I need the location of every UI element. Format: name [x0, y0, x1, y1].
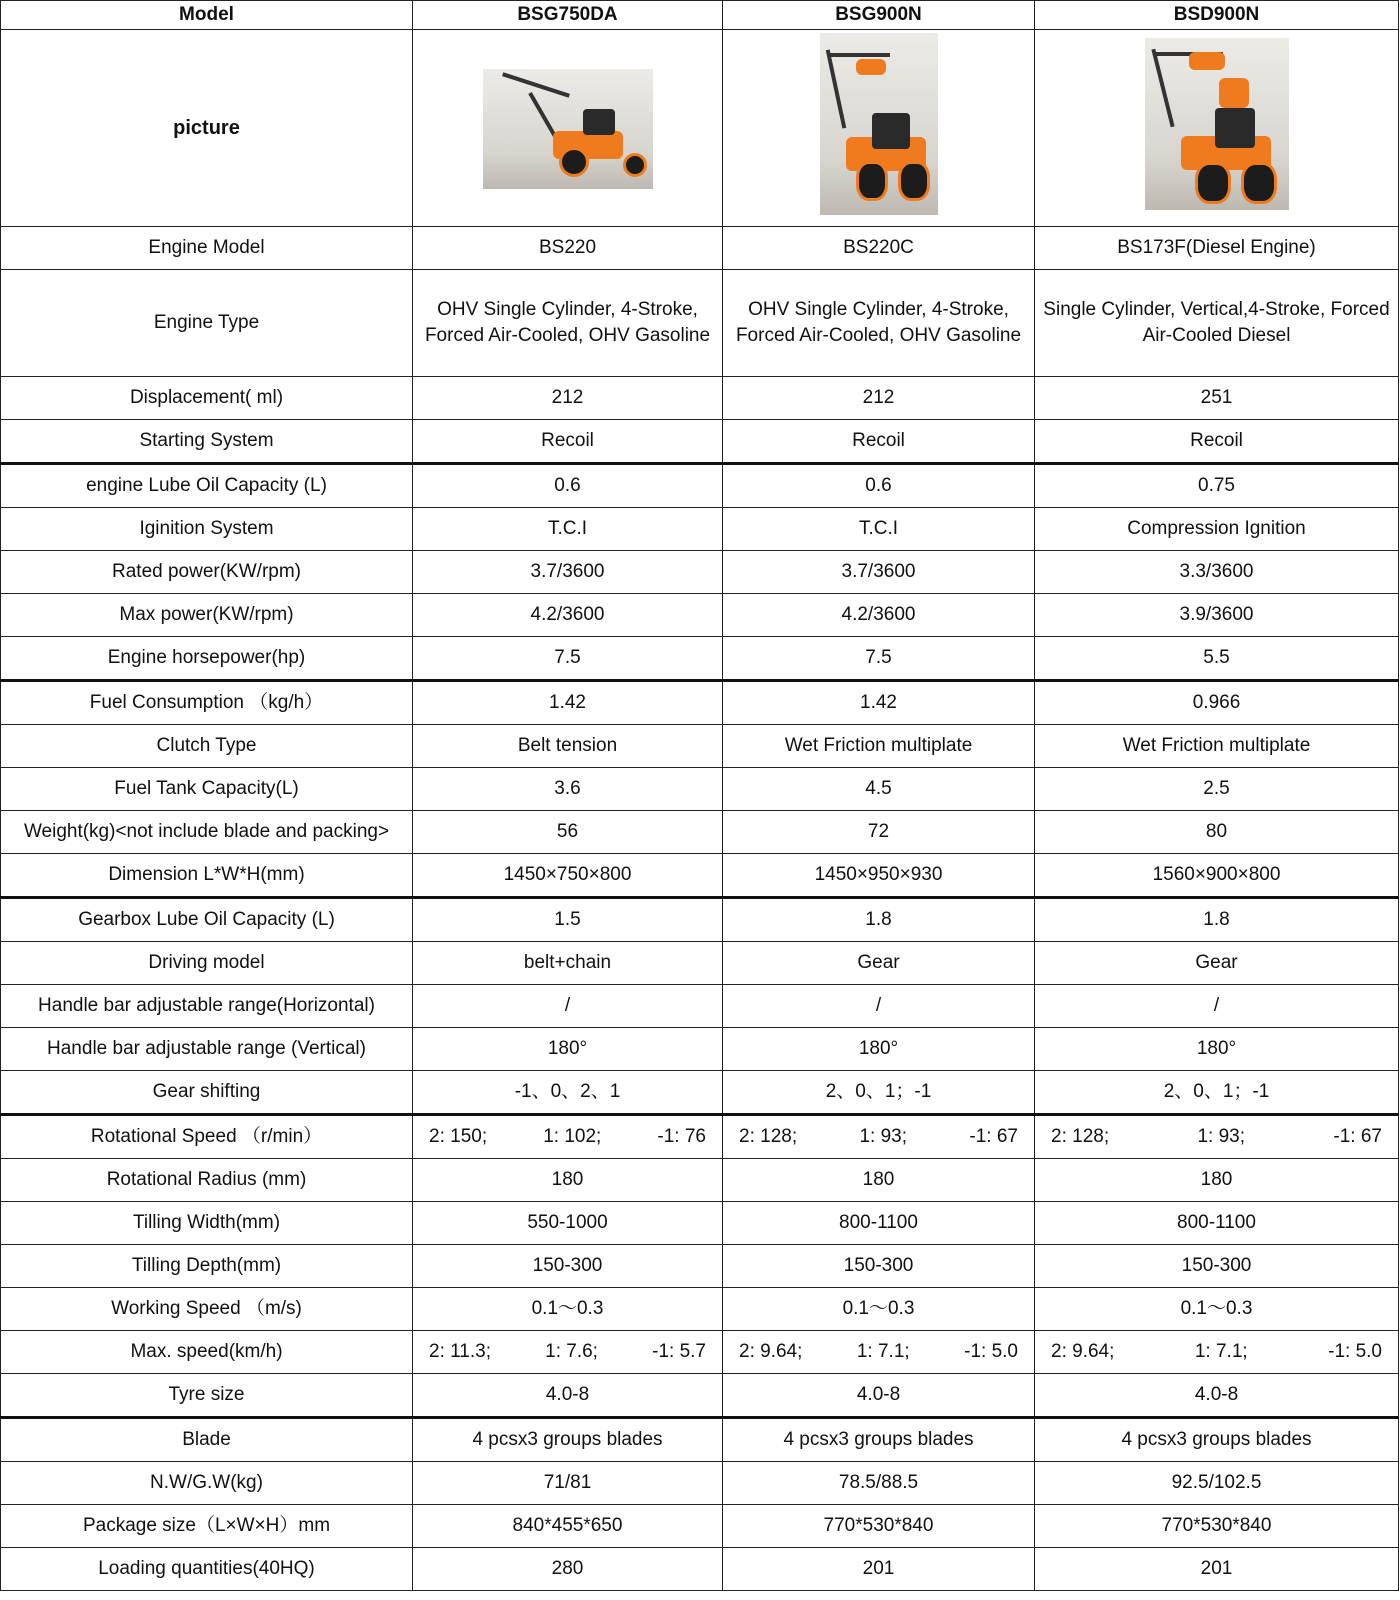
spec-label: Rotational Speed （r/min） [1, 1115, 413, 1159]
split-values [1039, 1124, 1394, 1150]
spec-value [413, 1115, 723, 1159]
spec-value: OHV Single Cylinder, 4-Stroke, Forced Air-Cooled, OHV Gasoline [723, 270, 1035, 377]
spec-label: Dimension L*W*H(mm) [1, 854, 413, 898]
spec-value: / [1035, 985, 1399, 1028]
spec-value: 840*455*650 [413, 1505, 723, 1548]
spec-subvalue: 2: 150; [429, 1126, 488, 1147]
spec-row [1, 637, 1399, 681]
spec-label: Weight(kg)<not include blade and packing> [1, 811, 413, 854]
spec-value: 0.966 [1035, 681, 1399, 725]
spec-label: engine Lube Oil Capacity (L) [1, 464, 413, 508]
tiller-photo [1145, 38, 1289, 210]
spec-value: 3.7/3600 [413, 551, 723, 594]
spec-value: 180 [1035, 1159, 1399, 1202]
spec-value: Gear [1035, 942, 1399, 985]
spec-row [1, 1331, 1399, 1374]
spec-label: Gear shifting [1, 1071, 413, 1115]
spec-label: Handle bar adjustable range(Horizontal) [1, 985, 413, 1028]
spec-value: 1.8 [1035, 898, 1399, 942]
model-name: BSD900N [1035, 1, 1399, 30]
picture-row [1, 30, 1399, 227]
spec-value: 3.3/3600 [1035, 551, 1399, 594]
spec-label: Fuel Tank Capacity(L) [1, 768, 413, 811]
spec-label: Engine Model [1, 227, 413, 270]
spec-label: Loading quantities(40HQ) [1, 1548, 413, 1591]
spec-value: 4.5 [723, 768, 1035, 811]
spec-value: 4.2/3600 [413, 594, 723, 637]
spec-value: Belt tension [413, 725, 723, 768]
spec-value: 0.6 [723, 464, 1035, 508]
spec-value [723, 1115, 1035, 1159]
spec-value: 0.1～0.3 [413, 1288, 723, 1331]
split-values [417, 1124, 718, 1150]
spec-value: 4 pcsx3 groups blades [413, 1418, 723, 1462]
spec-value: 180° [413, 1028, 723, 1071]
spec-value: 80 [1035, 811, 1399, 854]
spec-value: 180 [723, 1159, 1035, 1202]
spec-label: Rated power(KW/rpm) [1, 551, 413, 594]
spec-value: Recoil [413, 420, 723, 464]
spec-row [1, 985, 1399, 1028]
spec-label: Fuel Consumption （kg/h） [1, 681, 413, 725]
spec-row [1, 942, 1399, 985]
spec-value: Compression Ignition [1035, 508, 1399, 551]
spec-subvalue: 1: 93; [859, 1126, 908, 1147]
spec-value: -1、0、2、1 [413, 1071, 723, 1115]
spec-value: 4 pcsx3 groups blades [723, 1418, 1035, 1462]
spec-row [1, 1159, 1399, 1202]
spec-row [1, 551, 1399, 594]
picture-cell [1035, 30, 1399, 227]
spec-value: 72 [723, 811, 1035, 854]
spec-row [1, 898, 1399, 942]
spec-row [1, 1418, 1399, 1462]
spec-value: 71/81 [413, 1462, 723, 1505]
spec-value: 3.9/3600 [1035, 594, 1399, 637]
spec-label: Working Speed （m/s) [1, 1288, 413, 1331]
spec-value: 3.7/3600 [723, 551, 1035, 594]
spec-value: 800-1100 [1035, 1202, 1399, 1245]
spec-value: 78.5/88.5 [723, 1462, 1035, 1505]
spec-value: 7.5 [723, 637, 1035, 681]
spec-subvalue: 2: 11.3; [429, 1341, 491, 1362]
spec-row [1, 1202, 1399, 1245]
spec-row [1, 681, 1399, 725]
split-values [727, 1124, 1030, 1150]
spec-value: 4.0-8 [413, 1374, 723, 1418]
spec-value: OHV Single Cylinder, 4-Stroke, Forced Air-Cooled, OHV Gasoline [413, 270, 723, 377]
spec-row [1, 227, 1399, 270]
spec-value: 212 [413, 377, 723, 420]
spec-value: 1.42 [413, 681, 723, 725]
spec-value: 251 [1035, 377, 1399, 420]
spec-label: N.W/G.W(kg) [1, 1462, 413, 1505]
spec-value: Single Cylinder, Vertical,4-Stroke, Forced Air-Cooled Diesel [1035, 270, 1399, 377]
spec-value: 2.5 [1035, 768, 1399, 811]
picture-cell [723, 30, 1035, 227]
spec-label: Gearbox Lube Oil Capacity (L) [1, 898, 413, 942]
spec-subvalue: 2: 9.64; [739, 1341, 803, 1362]
spec-row [1, 508, 1399, 551]
spec-row [1, 270, 1399, 377]
spec-value: 180 [413, 1159, 723, 1202]
split-values [417, 1339, 718, 1365]
model-header: Model [1, 1, 413, 30]
spec-label: Tyre size [1, 1374, 413, 1418]
spec-value: 770*530*840 [1035, 1505, 1399, 1548]
spec-subvalue: -1: 5.0 [964, 1341, 1018, 1362]
spec-value: 1.42 [723, 681, 1035, 725]
picture-cell [413, 30, 723, 227]
spec-value: 5.5 [1035, 637, 1399, 681]
spec-label: Package size（L×W×H）mm [1, 1505, 413, 1548]
spec-value: 1450×750×800 [413, 854, 723, 898]
spec-value: 4 pcsx3 groups blades [1035, 1418, 1399, 1462]
spec-label: Starting System [1, 420, 413, 464]
spec-value [1035, 1331, 1399, 1374]
spec-value: 1560×900×800 [1035, 854, 1399, 898]
spec-value: 7.5 [413, 637, 723, 681]
spec-row [1, 1028, 1399, 1071]
spec-row [1, 1374, 1399, 1418]
spec-value: Recoil [1035, 420, 1399, 464]
spec-subvalue: 1: 102; [543, 1126, 602, 1147]
spec-value: BS220C [723, 227, 1035, 270]
spec-subvalue: 1: 7.1; [1194, 1341, 1248, 1362]
header-row [1, 1, 1399, 30]
spec-row [1, 854, 1399, 898]
split-values [727, 1339, 1030, 1365]
spec-subvalue: -1: 67 [1333, 1126, 1382, 1147]
spec-value: 150-300 [723, 1245, 1035, 1288]
model-name: BSG900N [723, 1, 1035, 30]
spec-value: 1.8 [723, 898, 1035, 942]
spec-value: 0.1～0.3 [723, 1288, 1035, 1331]
spec-value: 56 [413, 811, 723, 854]
spec-value [1035, 1115, 1399, 1159]
spec-row [1, 1462, 1399, 1505]
spec-label: Engine Type [1, 270, 413, 377]
spec-value: 180° [1035, 1028, 1399, 1071]
spec-label: Max power(KW/rpm) [1, 594, 413, 637]
spec-row [1, 768, 1399, 811]
spec-value: / [413, 985, 723, 1028]
spec-label: Tilling Width(mm) [1, 1202, 413, 1245]
tiller-photo [483, 69, 653, 189]
spec-value: 550-1000 [413, 1202, 723, 1245]
spec-value: Wet Friction multiplate [1035, 725, 1399, 768]
spec-value: 3.6 [413, 768, 723, 811]
spec-value: 150-300 [1035, 1245, 1399, 1288]
spec-value: 0.6 [413, 464, 723, 508]
spec-value [723, 1331, 1035, 1374]
spec-value: 4.2/3600 [723, 594, 1035, 637]
spec-label: Clutch Type [1, 725, 413, 768]
spec-row [1, 1245, 1399, 1288]
spec-value: 180° [723, 1028, 1035, 1071]
spec-value: 92.5/102.5 [1035, 1462, 1399, 1505]
spec-label: Blade [1, 1418, 413, 1462]
spec-value: 770*530*840 [723, 1505, 1035, 1548]
tiller-photo [820, 33, 938, 215]
split-values [1039, 1339, 1394, 1365]
spec-value: 2、0、1；-1 [723, 1071, 1035, 1115]
spec-value: 1450×950×930 [723, 854, 1035, 898]
spec-value: 4.0-8 [723, 1374, 1035, 1418]
spec-subvalue: 1: 7.1; [856, 1341, 910, 1362]
spec-value: 0.75 [1035, 464, 1399, 508]
spec-label: Iginition System [1, 508, 413, 551]
model-name: BSG750DA [413, 1, 723, 30]
spec-label: Handle bar adjustable range (Vertical) [1, 1028, 413, 1071]
spec-value: 800-1100 [723, 1202, 1035, 1245]
spec-value [413, 1331, 723, 1374]
spec-row [1, 420, 1399, 464]
spec-subvalue: 1: 93; [1197, 1126, 1246, 1147]
spec-value: T.C.I [723, 508, 1035, 551]
spec-row [1, 1505, 1399, 1548]
spec-value: 201 [723, 1548, 1035, 1591]
spec-label: Max. speed(km/h) [1, 1331, 413, 1374]
spec-value: / [723, 985, 1035, 1028]
spec-subvalue: -1: 5.7 [652, 1341, 706, 1362]
spec-row [1, 594, 1399, 637]
spec-row [1, 1115, 1399, 1159]
spec-subvalue: -1: 76 [657, 1126, 706, 1147]
spec-value: 280 [413, 1548, 723, 1591]
spec-label: Rotational Radius (mm) [1, 1159, 413, 1202]
spec-value: BS220 [413, 227, 723, 270]
spec-value: 4.0-8 [1035, 1374, 1399, 1418]
spec-value: 150-300 [413, 1245, 723, 1288]
spec-subvalue: 2: 9.64; [1051, 1341, 1115, 1362]
spec-row [1, 1288, 1399, 1331]
spec-subvalue: 1: 7.6; [545, 1341, 598, 1362]
spec-value: Gear [723, 942, 1035, 985]
spec-value: 0.1～0.3 [1035, 1288, 1399, 1331]
spec-row [1, 1071, 1399, 1115]
spec-row [1, 811, 1399, 854]
spec-row [1, 725, 1399, 768]
spec-value: Recoil [723, 420, 1035, 464]
spec-value: Wet Friction multiplate [723, 725, 1035, 768]
spec-subvalue: 2: 128; [739, 1126, 798, 1147]
spec-row [1, 377, 1399, 420]
spec-value: T.C.I [413, 508, 723, 551]
spec-value: 2、0、1；-1 [1035, 1071, 1399, 1115]
spec-value: 201 [1035, 1548, 1399, 1591]
spec-value: BS173F(Diesel Engine) [1035, 227, 1399, 270]
spec-subvalue: 2: 128; [1051, 1126, 1110, 1147]
spec-label: Driving model [1, 942, 413, 985]
spec-value: 212 [723, 377, 1035, 420]
picture-label: picture [1, 30, 413, 227]
spec-subvalue: -1: 5.0 [1328, 1341, 1382, 1362]
spec-value: 1.5 [413, 898, 723, 942]
spec-label: Tilling Depth(mm) [1, 1245, 413, 1288]
spec-label: Displacement( ml) [1, 377, 413, 420]
spec-row [1, 464, 1399, 508]
spec-value: belt+chain [413, 942, 723, 985]
spec-row [1, 1548, 1399, 1591]
spec-subvalue: -1: 67 [969, 1126, 1018, 1147]
spec-label: Engine horsepower(hp) [1, 637, 413, 681]
